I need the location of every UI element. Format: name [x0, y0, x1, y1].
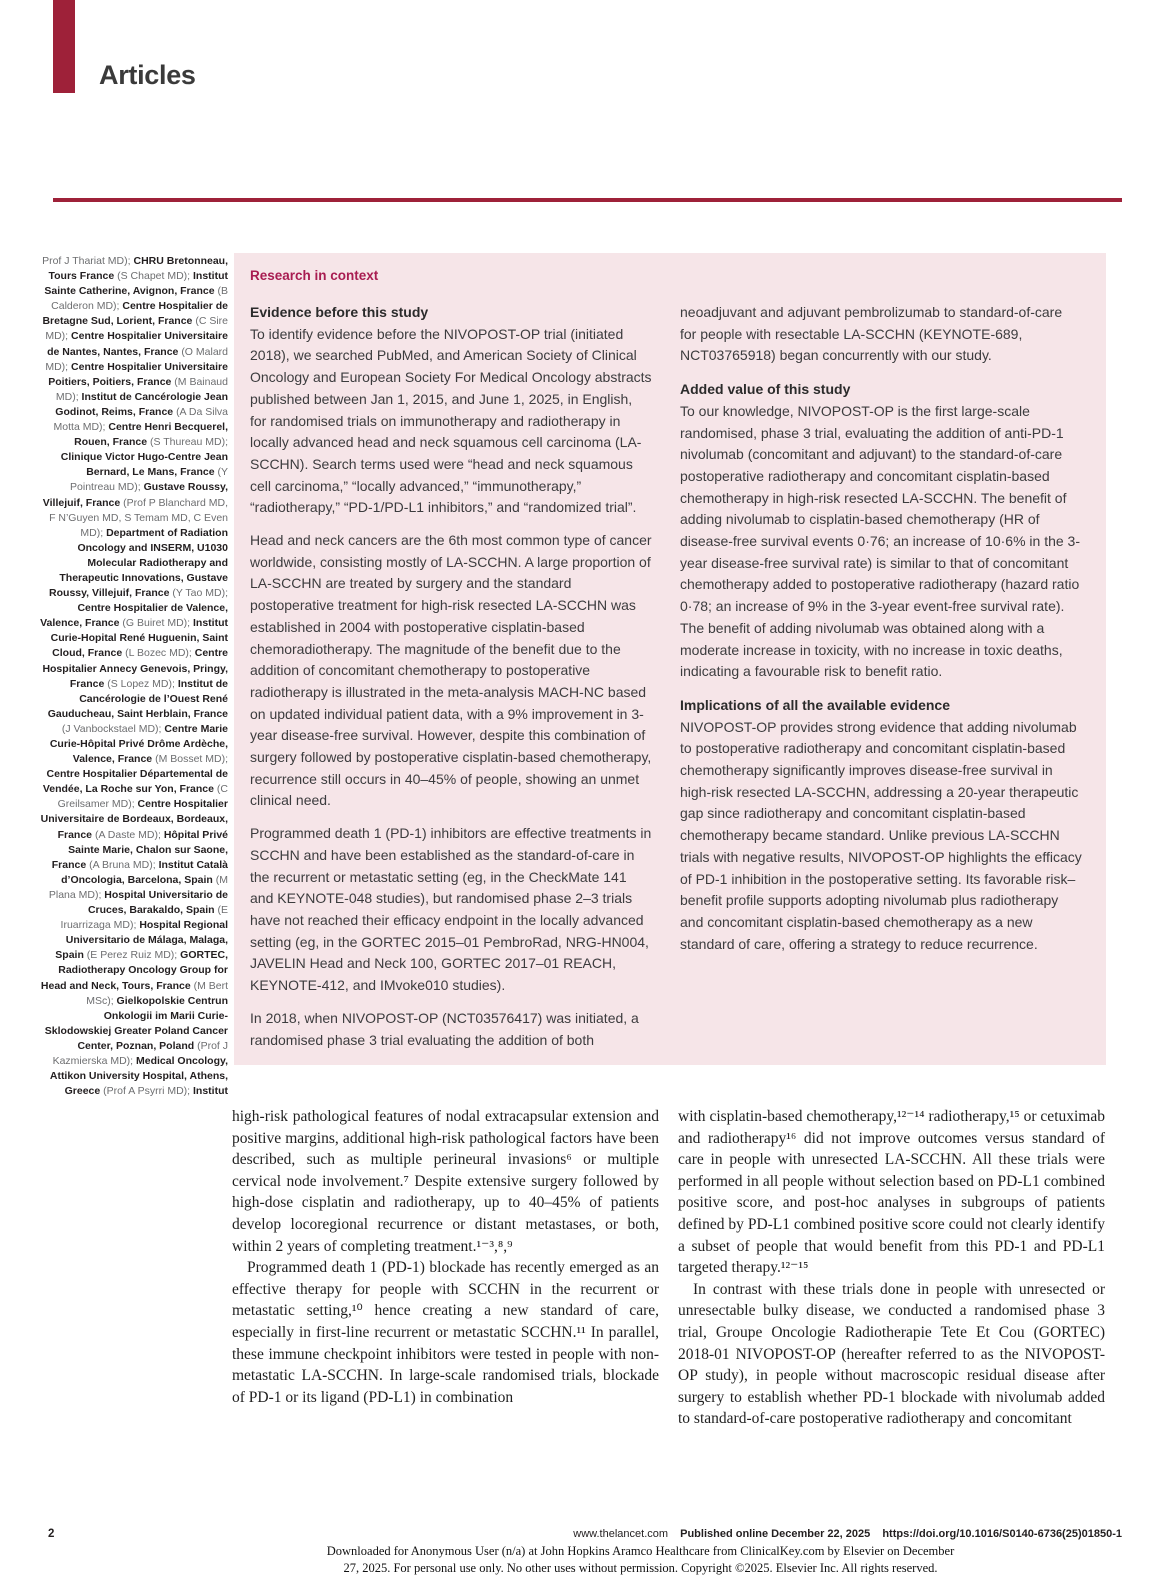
section-label: Articles	[99, 60, 196, 90]
paragraph: neoadjuvant and adjuvant pembrolizumab to standard-of-care for people with resectable LA-SCCHN (KEYNOTE-689, NCT03765918) began concurrently with our study.	[680, 304, 1063, 364]
article-body	[232, 1106, 1106, 1430]
panel-title: Research in context	[250, 268, 379, 283]
paragraph: To identify evidence before the NIVOPOST-OP trial (initiated 2018), we searched PubMed, and American Society of Clinical Oncology and European Society For Medical Oncology abstracts published between Jan 1, 2015, and June 1, 2025, in English, for randomised trials on immunotherapy and radiotherapy in locally advanced head and neck squamous cell carcinoma (LA-SCCHN). Search terms used were “head and neck squamous cell carcinoma,” “locally advanced,” “immunotherapy,” “radiotherapy,” “PD-1/PD-L1 inhibitors,” and “randomized trial”.	[250, 325, 652, 516]
panel-column-right	[680, 302, 1082, 1051]
heading-added-value: Added value of this study	[680, 381, 851, 398]
doi-link[interactable]: https://doi.org/10.1016/S0140-6736(25)01850-1	[882, 1528, 1122, 1540]
paragraph: with cisplatin-based chemotherapy,¹²⁻¹⁴ radiotherapy,¹⁵ or cetuximab and radiotherapy¹⁶ did not improve outcomes versus standard of care in people with unresected LA-SCCHN. All these trials were performed in all people without selection based on PD-L1 combined positive score, and post-hoc analyses in subgroups of patients defined by PD-L1 combined positive score could not clearly identify a subset of people that would benefit from this PD-1 and PD-L1 targeted therapy.¹²⁻¹⁵	[678, 1108, 1105, 1277]
paragraph: In contrast with these trials done in people with unresected or unresectable bulky disease, we conducted a randomised phase 3 trial, Groupe Oncologie Radiotherapie Tete Et Cou (GORTEC) 2018-01 NIVOPOST-OP (hereafter referred to as the NIVOPOST-OP study), in people without macroscopic residual disease after surgery to establish whether PD-1 blockade with nivolumab added to standard-of-care postoperative radiotherapy and concomitant	[678, 1280, 1105, 1428]
paragraph: NIVOPOST-OP provides strong evidence that adding nivolumab to postoperative radiotherapy and concomitant cisplatin-based chemotherapy significantly improves disease-free survival in high-risk resected LA-SCCHN, addressing a 20-year therapeutic gap since radiotherapy and concomitant cisplatin-based chemotherapy became standard. Unlike previous LA-SCCHN trials with negative results, NIVOPOST-OP highlights the efficacy of PD-1 inhibition in the postoperative setting. Its favorable risk–benefit profile supports adopting nivolumab plus radiotherapy and concomitant cisplatin-based chemotherapy as a new standard of care, offering a strategy to reduce recurrence.	[680, 718, 1082, 952]
download-notice-line1: Downloaded for Anonymous User (n/a) at John Hopkins Aramco Healthcare from ClinicalKey.com by Elsevier on December	[326, 1544, 955, 1558]
journal-url-link[interactable]: www.thelancet.com	[573, 1528, 669, 1540]
paragraph: Programmed death 1 (PD-1) blockade has recently emerged as an effective therapy for people with SCCHN in the recurrent or metastatic setting,¹⁰ hence creating a new standard of care, especially in first-line recurrent or metastatic SCCHN.¹¹ In parallel, these immune checkpoint inhibitors were tested in people with non-metastatic LA-SCCHN. In large-scale randomised trials, blockade of PD-1 or its ligand (PD-L1) in combination	[232, 1259, 659, 1406]
download-notice	[105, 1543, 1176, 1577]
paragraph: Head and neck cancers are the 6th most common type of cancer worldwide, consisting mostly of LA-SCCHN. A large proportion of LA-SCCHN are treated by surgery and the standard postoperative treatment for high-risk resected LA-SCCHN was established in 2004 with postoperative cisplatin-based chemoradiotherapy. The magnitude of the benefit due to the addition of concomitant chemotherapy to postoperative radiotherapy is illustrated in the meta-analysis MACH-NC based on updated individual patient data, with a 9% improvement in 3-year disease-free survival. However, despite this combination of surgery followed by postoperative cisplatin-based chemotherapy, recurrence still occurs in 40–45% of people, showing an unmet clinical need.	[250, 532, 652, 809]
section-accent-bar	[53, 0, 75, 93]
heading-evidence-before-study: Evidence before this study	[250, 304, 429, 320]
body-column-left	[232, 1106, 659, 1430]
download-notice-line2: 27, 2025. For personal use only. No other uses without permission. Copyright ©2025. Elsevier Inc. All rights reserved.	[343, 1561, 938, 1575]
paragraph: In 2018, when NIVOPOST-OP (NCT03576417) was initiated, a randomised phase 3 trial evaluating the addition of both	[250, 1009, 639, 1048]
footer-publication-line	[573, 1528, 1122, 1540]
research-in-context-panel	[234, 253, 1106, 1065]
published-online-date: Published online December 22, 2025	[680, 1528, 871, 1540]
heading-implications: Implications of all the available evidence	[680, 696, 950, 713]
paragraph: Programmed death 1 (PD-1) inhibitors are effective treatments in SCCHN and have been established as the standard-of-care in the recurrent or metastatic setting (eg, in the CheckMate 141 and KEYNOTE-048 studies), but randomised phase 2–3 trials have not reached their efficacy endpoint in the locally advanced setting (eg, in the GORTEC 2015–01 PembroRad, NRG-HN004, JAVELIN Head and Neck 100, GORTEC 2017–01 REACH, KEYNOTE-412, and IMvoke010 studies).	[250, 825, 652, 994]
panel-columns	[250, 302, 1086, 1051]
panel-column-left	[250, 302, 652, 1051]
paragraph: high-risk pathological features of nodal extracapsular extension and positive margins, additional high-risk pathological factors have been described, such as multiple perineural invasions⁶ or multiple cervical node involvement.⁷ Despite extensive surgery followed by high-dose cisplatin and radiotherapy, up to 40–45% of patients develop locoregional recurrence or distant metastases, or both, within 2 years of completing treatment.¹⁻³,⁸,⁹	[232, 1108, 659, 1255]
body-column-right	[678, 1106, 1105, 1430]
affiliations-sidebar: Prof J Thariat MD); CHRU Bretonneau, Tours France (S Chapet MD); Institut Sainte Catherine, Avignon, France (B Calderon MD); Centre Hospitalier de Bretagne Sud, Lorient, France (C Sire MD); Centre Hospitalier Universitaire de Nantes, Nantes, France (O Malard MD); Centre Hospitalier Universitaire Poitiers, Poitiers, France (M Bainaud MD); Institut de Cancérologie Jean Godinot, Reims, France (A Da Silva Motta MD); Centre Henri Becquerel, Rouen, France (S Thureau MD); Clinique Victor Hugo-Centre Jean Bernard, Le Mans, France (Y Pointreau MD); Gustave Roussy, Villejuif, France (Prof P Blanchard MD, F N’Guyen MD, S Temam MD, C Even MD); Department of Radiation Oncology and INSERM, U1030 Molecular Radiotherapy and Therapeutic Innovations, Gustave Roussy, Villejuif, France (Y Tao MD); Centre Hospitalier de Valence, Valence, France (G Buiret MD); Institut Curie-Hopital René Huguenin, Saint Cloud, France (L Bozec MD); Centre Hospitalier Annecy Genevois, Pringy, France (S Lopez MD); Institut de Cancérologie de l’Ouest René Gauducheau, Saint Herblain, France (J Vanbockstael MD); Centre Marie Curie-Hôpital Privé Drôme Ardèche, Valence, France (M Bosset MD); Centre Hospitalier Départemental de Vendée, La Roche sur Yon, France (C Greilsamer MD); Centre Hospitalier Universitaire de Bordeaux, Bordeaux, France (A Daste MD); Hôpital Privé Sainte Marie, Chalon sur Saone, France (A Bruna MD); Institut Català d’Oncologia, Barcelona, Spain (M Plana MD); Hospital Universitario de Cruces, Barakaldo, Spain (E Iruarrizaga MD); Hospital Regional Universitario de Málaga, Malaga, Spain (E Perez Ruiz MD); GORTEC, Radiotherapy Oncology Group for Head and Neck, Tours, France (M Bert MSc); Gielkopolskie Centrun Onkologii im Marii Curie-Sklodowskiej Greater Poland Cancer Center, Poznan, Poland (Prof J Kazmierska MD); Medical Oncology, Attikon University Hospital, Athens, Greece (Prof A Psyrri MD); Institut	[40, 255, 228, 1098]
page-number: 2	[48, 1528, 55, 1540]
paragraph: To our knowledge, NIVOPOST-OP is the first large-scale randomised, phase 3 trial, evaluating the addition of anti-PD-1 nivolumab (concomitant and adjuvant) to the standard-of-care postoperative radiotherapy and concomitant cisplatin-based chemotherapy in high-risk resected LA-SCCHN. The benefit of adding nivolumab to cisplatin-based chemotherapy (HR of disease-free survival events 0·76; an increase of 10·6% in the 3-year disease-free survival rate) is similar to that of concomitant chemotherapy added to postoperative radiotherapy (hazard ratio 0·78; an increase of 9% in the 3-year event-free survival rate). The benefit of adding nivolumab was obtained along with a moderate increase in toxicity, with no increase in toxic deaths, indicating a favourable risk to benefit ratio.	[680, 402, 1080, 680]
header-divider-rule	[53, 198, 1122, 202]
